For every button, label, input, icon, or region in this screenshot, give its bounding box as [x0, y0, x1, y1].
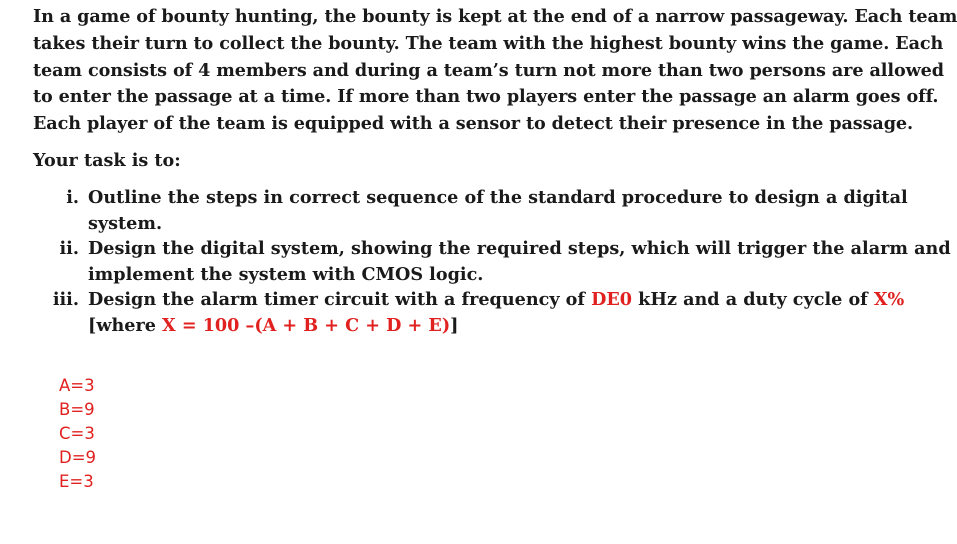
formula: X = 100 –(A + B + C + D + E): [162, 314, 451, 336]
task-text: [88, 287, 904, 338]
task-line: Design the digital system, showing the required steps, which will trigger the alarm and: [88, 238, 951, 259]
task-heading: Your task is to:: [33, 150, 181, 171]
task-item-i: [33, 185, 908, 236]
task-line: [88, 313, 904, 339]
task-line: system.: [88, 212, 163, 234]
task-marker: iii.: [52, 289, 79, 310]
frequency-variable: DE0: [591, 289, 633, 310]
task-line: Outline the steps in correct sequence of the standard procedure to design a digital: [88, 187, 908, 208]
statement-line: Each player of the team is equipped with a sensor to detect their presence in the passage.: [33, 113, 914, 135]
statement-line: team consists of 4 members and during a team’s turn not more than two persons are allowed: [33, 59, 944, 81]
task-text-segment: Design the alarm timer circuit with a frequency of: [88, 289, 592, 310]
task-item-ii: [33, 236, 951, 287]
value-c: C=3: [59, 424, 95, 443]
value-d: D=9: [59, 448, 97, 467]
task-text: [88, 236, 951, 287]
task-text-segment: ]: [450, 314, 459, 336]
statement-line: In a game of bounty hunting, the bounty is kept at the end of a narrow passageway. Each team: [33, 6, 957, 27]
duty-cycle-variable: X%: [873, 289, 905, 310]
task-marker: ii.: [59, 238, 79, 259]
statement-line: to enter the passage at a time. If more than two players enter the passage an alarm goes off.: [33, 86, 939, 108]
task-line: [88, 287, 904, 313]
task-line: implement the system with CMOS logic.: [88, 263, 484, 285]
value-e: E=3: [59, 472, 94, 491]
task-text-segment: [where: [88, 314, 163, 336]
task-text-segment: kHz and a duty cycle of: [632, 289, 874, 310]
task-text: [88, 185, 908, 236]
statement-line: takes their turn to collect the bounty. The team with the highest bounty wins the game. Each: [33, 32, 944, 54]
task-item-iii: [33, 287, 905, 338]
task-marker: i.: [66, 187, 79, 208]
variable-values: [59, 374, 96, 494]
task-list: [33, 185, 951, 338]
value-a: A=3: [59, 376, 95, 395]
value-b: B=9: [59, 400, 95, 419]
problem-statement: [33, 4, 957, 138]
